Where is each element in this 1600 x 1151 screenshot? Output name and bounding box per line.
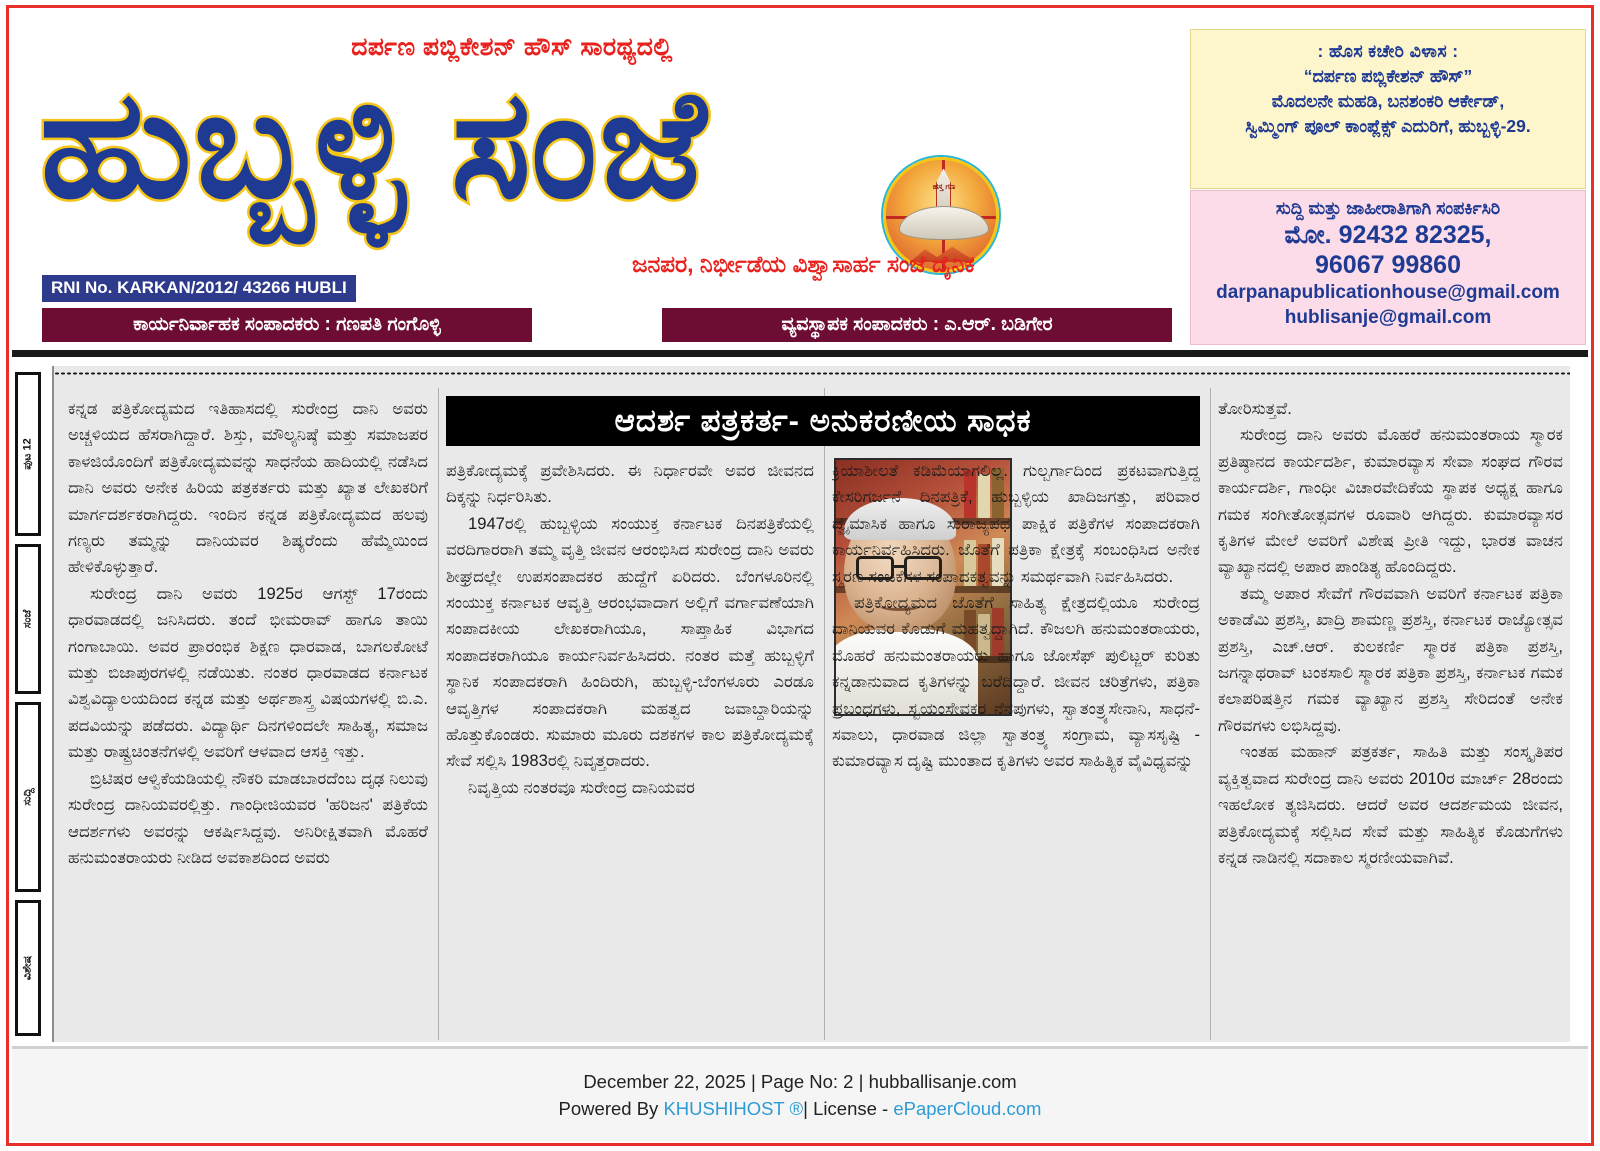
masthead-logo-word2: ಸಂಜೆ [451, 60, 709, 228]
contact-email-1[interactable]: darpanapublicationhouse@gmail.com [1216, 282, 1560, 303]
contact-box [1190, 190, 1586, 345]
page-edge-sliver [13, 368, 47, 1040]
masthead [12, 11, 1588, 346]
footer-khushihost-link[interactable]: KHUSHIHOST ® [663, 1098, 804, 1119]
edge-sliver-label-1: ಪುಟ 12 [21, 438, 34, 470]
article-column-2 [446, 458, 814, 1098]
executive-editor-bar: ಕಾರ್ಯನಿರ್ವಾಹಕ ಸಂಪಾದಕರು : ಗಣಪತಿ ಗಂಗೊಳ್ಳಿ [42, 308, 532, 342]
footer-separator-2: | [858, 1071, 864, 1092]
contact-email-2[interactable]: hublisanje@gmail.com [1284, 307, 1492, 328]
paragraph: ತಮ್ಮ ಅಪಾರ ಸೇವೆಗೆ ಗೌರವವಾಗಿ ಅವರಿಗೆ ಕರ್ನಾಟಕ ಪತ್ರಿಕಾ ಅಕಾಡೆಮಿ ಪ್ರಶಸ್ತಿ, ಖಾದ್ರಿ ಶಾಮಣ್ಣ ಪ್ರಶಸ್ತಿ, ಕರ್ನಾಟಕ ರಾಜ್ಯೋತ್ಸವ ಪ್ರಶಸ್ತಿ, ಎಚ್.ಆರ್. ಕುಲಕರ್ಣಿ ಸ್ಮಾರಕ ಪತ್ರಿಕಾ ಪ್ರಶಸ್ತಿ, ಜಗನ್ನಾಥರಾವ್ ಟಂಕಸಾಲಿ ಸ್ಮಾರಕ ಪತ್ರಿಕಾ ಪ್ರಶಸ್ತಿ, ಕರ್ನಾಟಕ ಗಮಕ ಕಲಾಪರಿಷತ್ತಿನ ಗಮಕ ವ್ಯಾಖ್ಯಾನ ಪ್ರಶಸ್ತಿ ಸೇರಿದಂತೆ ಅನೇಕ ಗೌರವಗಳು ಲಭಿಸಿದ್ದವು. [1218, 583, 1563, 735]
paragraph: ತೋರಿಸುತ್ತವೆ. [1218, 399, 1292, 418]
address-line-3: ಮೊದಲನೇ ಮಹಡಿ, ಬನಶಂಕರಿ ಆರ್ಕೇಡ್, [1271, 91, 1505, 111]
paragraph: ಬ್ರಿಟಿಷರ ಆಳ್ವಿಕೆಯಡಿಯಲ್ಲಿ ನೌಕರಿ ಮಾಡಬಾರದೆಂಬ ದೃಢ ನಿಲುವು ಸುರೇಂದ್ರ ದಾನಿಯವರಲ್ಲಿತ್ತು. ಗಾಂಧೀಜಿಯವರ 'ಹರಿಜನ' ಪತ್ರಿಕೆಯ ಆದರ್ಶಗಳು ಅವರನ್ನು ಆಕರ್ಷಿಸಿದ್ದವು. ಅನಿರೀಕ್ಷಿತವಾಗಿ ಮೊಹರೆ ಹನುಮಂತರಾಯರು ನೀಡಿದ ಅವಕಾಶದಿಂದ ಅವರು [68, 768, 428, 867]
edge-sliver-block-3 [15, 702, 41, 892]
paragraph: ಸುರೇಂದ್ರ ದಾನಿ ಅವರು 1925ರ ಆಗಸ್ಟ್ 17ರಂದು ಧಾರವಾಡದಲ್ಲಿ ಜನಿಸಿದರು. ತಂದೆ ಭೀಮರಾವ್ ಹಾಗೂ ತಾಯಿ ಗಂಗಾಬಾಯಿ. ಅವರ ಪ್ರಾರಂಭಿಕ ಶಿಕ್ಷಣ ಧಾರವಾಡ, ಬಾಗಲಕೋಟೆ ಮತ್ತು ಬಿಜಾಪುರಗಳಲ್ಲಿ ನಡೆಯಿತು. ನಂತರ ಧಾರವಾಡದ ಕರ್ನಾಟಕ ವಿಶ್ವವಿದ್ಯಾಲಯದಿಂದ ಕನ್ನಡ ಮತ್ತು ಅರ್ಥಶಾಸ್ತ್ರ ವಿಷಯಗಳಲ್ಲಿ ಬಿ.ಎ. ಪದವಿಯನ್ನು ಪಡೆದರು. ವಿದ್ಯಾರ್ಥಿ ದಿನಗಳಿಂದಲೇ ಸಾಹಿತ್ಯ, ಸಮಾಜ ಮತ್ತು ರಾಷ್ಟ್ರಚಿಂತನೆಗಳಲ್ಲಿ ಅವರಿಗೆ ಆಳವಾದ ಆಸಕ್ತಿ ಇತ್ತು. [68, 583, 428, 762]
address-line-4: ಸ್ವಿಮ್ಮಿಂಗ್ ಪೂಲ್ ಕಾಂಪ್ಲೆಕ್ಸ್ ಎದುರಿಗೆ, ಹುಬ್ಬಳ್ಳಿ-29. [1245, 116, 1531, 136]
office-address-box [1190, 29, 1586, 189]
edge-sliver-label-2: ಸಂಜೆ [21, 609, 34, 629]
article-column-1 [68, 396, 428, 1036]
paragraph: ಪತ್ರಿಕೋದ್ಯಮದ ಜೊತೆಗೆ ಸಾಹಿತ್ಯ ಕ್ಷೇತ್ರದಲ್ಲಿಯೂ ಸುರೇಂದ್ರ ದಾನಿಯವರ ಕೊಡುಗೆ ಮಹತ್ವದ್ದಾಗಿದೆ. ಕೌಜಲಗಿ ಹನುಮಂತರಾಯರು, ಮೊಹರೆ ಹನುಮಂತರಾಯರು ಹಾಗೂ ಜೋಸೆಫ್ ಪುಲಿಟ್ಜರ್ ಕುರಿತು ಕನ್ನಡಾನುವಾದ ಕೃತಿಗಳನ್ನು ಬರೆದಿದ್ದಾರೆ. ಜೀವನ ಚರಿತ್ರೆಗಳು, ಪತ್ರಿಕಾ ಪ್ರಬಂಧಗಳು, ಸ್ವಯಂಸೇವಕರ ನೆನಪುಗಳು, ಸ್ವಾತಂತ್ರ್ಯಸೇನಾನಿ, ಸಾಧನೆ-ಸವಾಲು, ಧಾರವಾಡ ಜಿಲ್ಲಾ ಸ್ವಾತಂತ್ರ್ಯ ಸಂಗ್ರಾಮ, ವ್ಯಾಸಸೃಷ್ಟಿ - ಕುಮಾರವ್ಯಾಸ ದೃಷ್ಟಿ ಮುಂತಾದ ಕೃತಿಗಳು ಅವರ ಸಾಹಿತ್ಯಿಕ ವೈವಿಧ್ಯವನ್ನು [832, 593, 1200, 771]
article-column-4 [1218, 396, 1563, 1036]
emblem-wings-icon [899, 206, 989, 240]
managing-editor-bar: ವ್ಯವಸ್ಥಾಪಕ ಸಂಪಾದಕರು : ಎ.ಆರ್. ಬಡಿಗೇರ [662, 308, 1172, 342]
footer-license-label: License - [813, 1098, 889, 1119]
article-headline: ಆದರ್ಶ ಪತ್ರಕರ್ತ- ಅನುಕರಣೀಯ ಸಾಧಕ [446, 396, 1200, 446]
masthead-logo [40, 59, 1170, 259]
contact-phone-1[interactable]: ಮೋ. 92432 82325, [1284, 221, 1492, 249]
column-rule-2 [824, 388, 825, 1040]
column-rule-1 [438, 388, 439, 1040]
paragraph: 1947ರಲ್ಲಿ ಹುಬ್ಬಳ್ಳಿಯ ಸಂಯುಕ್ತ ಕರ್ನಾಟಕ ದಿನಪತ್ರಿಕೆಯಲ್ಲಿ ವರದಿಗಾರರಾಗಿ ತಮ್ಮ ವೃತ್ತಿ ಜೀವನ ಆರಂಭಿಸಿದ ಸುರೇಂದ್ರ ದಾನಿ ಅವರು ಶೀಘ್ರದಲ್ಲೇ ಉಪಸಂಪಾದಕರ ಹುದ್ದೆಗೆ ಏರಿದರು. ಬೆಂಗಳೂರಿನಲ್ಲಿ ಸಂಯುಕ್ತ ಕರ್ನಾಟಕ ಆವೃತ್ತಿ ಆರಂಭವಾದಾಗ ಅಲ್ಲಿಗೆ ವರ್ಗಾವಣೆಯಾಗಿ ಸಂಪಾದಕೀಯ ಲೇಖಕರಾಗಿಯೂ, ಸಾಪ್ತಾಹಿಕ ವಿಭಾಗದ ಸಂಪಾದಕರಾಗಿಯೂ ಕಾರ್ಯನಿರ್ವಹಿಸಿದರು. ನಂತರ ಮತ್ತೆ ಹುಬ್ಬಳ್ಳಿಗೆ ಸ್ಥಾನಿಕ ಸಂಪಾದಕರಾಗಿ ಹಿಂದಿರುಗಿ, ಹುಬ್ಬಳ್ಳಿ-ಬೆಂಗಳೂರು ಎರಡೂ ಆವೃತ್ತಿಗಳ ಸಂಪಾದಕರಾಗಿ ಮಹತ್ವದ ಜವಾಬ್ದಾರಿಯನ್ನು ಹೊತ್ತುಕೊಂಡರು. ಸುಮಾರು ಮೂರು ದಶಕಗಳ ಕಾಲ ಪತ್ರಿಕೋದ್ಯಮಕ್ಕೆ ಸೇವೆ ಸಲ್ಲಿಸಿ 1983ರಲ್ಲಿ ನಿವೃತ್ತರಾದರು. [446, 513, 814, 771]
contact-heading: ಸುದ್ದಿ ಮತ್ತು ಜಾಹೀರಾತಿಗಾಗಿ ಸಂಪರ್ಕಿಸಿರಿ [1275, 198, 1501, 218]
article-body [52, 366, 1570, 1042]
edge-sliver-label-3: ಸುದ್ದಿ [21, 788, 34, 806]
footer-site[interactable]: hubballisanje.com [868, 1071, 1017, 1092]
footer-epapercloud-link[interactable]: ePaperCloud.com [893, 1098, 1042, 1119]
edge-sliver-block-2 [15, 544, 41, 694]
paragraph: ಸುರೇಂದ್ರ ದಾನಿ ಅವರು ಮೊಹರೆ ಹನುಮಂತರಾಯ ಸ್ಮಾರಕ ಪ್ರತಿಷ್ಠಾನದ ಕಾರ್ಯದರ್ಶಿ, ಕುಮಾರವ್ಯಾಸ ಸೇವಾ ಸಂಘದ ಗೌರವ ಕಾರ್ಯದರ್ಶಿ, ಗಾಂಧೀ ವಿಚಾರವೇದಿಕೆಯ ಸ್ಥಾಪಕ ಅಧ್ಯಕ್ಷ ಹಾಗೂ ಗಮಕ ಸಂಗೀತೋತ್ಸವಗಳ ರೂವಾರಿ ಆಗಿದ್ದರು. ಕುಮಾರವ್ಯಾಸರ ಕೃತಿಗಳ ಮೇಲೆ ಅವರಿಗೆ ವಿಶೇಷ ಪ್ರೀತಿ ಇದ್ದು, ಭಾರತ ವಾಚನ ವ್ಯಾಖ್ಯಾನದಲ್ಲಿ ಅಪಾರ ಪಾಂಡಿತ್ಯ ಹೊಂದಿದ್ದರು. [1218, 425, 1563, 577]
emblem-caption: ಹಸ್ತ ಗಣ [932, 182, 956, 191]
article-column-3 [832, 458, 1200, 1098]
edge-sliver-block-4 [15, 900, 41, 1036]
address-line-2: “ದರ್ಪಣ ಪಬ್ಲಿಕೇಶನ್ ಹೌಸ್” [1303, 66, 1473, 86]
paragraph: ಪತ್ರಿಕೋದ್ಯಮಕ್ಕೆ ಪ್ರವೇಶಿಸಿದರು. ಈ ನಿರ್ಧಾರವೇ ಅವರ ಜೀವನದ ದಿಕ್ಕನ್ನು ನಿರ್ಧರಿಸಿತು. [446, 461, 814, 507]
masthead-logo-word1: ಹುಬ್ಬಳ್ಳಿ [40, 60, 408, 228]
address-line-1: : ಹೊಸ ಕಚೇರಿ ವಿಳಾಸ : [1317, 41, 1459, 61]
masthead-kicker: ದರ್ಪಣ ಪಬ್ಲಿಕೇಶನ್ ಹೌಸ್ ಸಾರಥ್ಯದಲ್ಲಿ [351, 33, 673, 61]
paragraph: ಇಂತಹ ಮಹಾನ್ ಪತ್ರಕರ್ತ, ಸಾಹಿತಿ ಮತ್ತು ಸಂಸ್ಕೃತಿಪರ ವ್ಯಕ್ತಿತ್ವವಾದ ಸುರೇಂದ್ರ ದಾನಿ ಅವರು 2010ರ ಮಾರ್ಚ್ 28ರಂದು ಇಹಲೋಕ ತ್ಯಜಿಸಿದರು. ಆದರೆ ಅವರ ಆದರ್ಶಮಯ ಜೀವನ, ಪತ್ರಿಕೋದ್ಯಮಕ್ಕೆ ಸಲ್ಲಿಸಿದ ಸೇವೆ ಮತ್ತು ಸಾಹಿತ್ಯಿಕ ಕೊಡುಗೆಗಳು ಕನ್ನಡ ನಾಡಿನಲ್ಲಿ ಸದಾಕಾಲ ಸ್ಮರಣೀಯವಾಗಿವೆ. [1218, 742, 1563, 867]
page-footer [12, 1049, 1588, 1141]
rni-badge: RNI No. KARKAN/2012/ 43266 HUBLI [42, 275, 356, 302]
masthead-logo-text [40, 59, 708, 229]
masthead-tagline: ಜನಪರ, ನಿರ್ಭೀಡೆಯ ವಿಶ್ವಾಸಾರ್ಹ ಸಂಜೆ ದೈನಿಕ [632, 251, 975, 277]
footer-date: December 22, 2025 [583, 1071, 746, 1092]
edge-sliver-block-1 [15, 372, 41, 536]
paragraph: ಕನ್ನಡ ಪತ್ರಿಕೋದ್ಯಮದ ಇತಿಹಾಸದಲ್ಲಿ ಸುರೇಂದ್ರ ದಾನಿ ಅವರು ಅಚ್ಚಳಿಯದ ಹೆಸರಾಗಿದ್ದಾರೆ. ಶಿಸ್ತು, ಮೌಲ್ಯನಿಷ್ಠೆ ಮತ್ತು ಸಮಾಜಪರ ಕಾಳಜಿಯೊಂದಿಗೆ ಪತ್ರಿಕೋದ್ಯಮವನ್ನು ಸಾಧನೆಯ ಹಾದಿಯಲ್ಲಿ ನಡೆಸಿದ ದಾನಿ ಅವರು ಅನೇಕ ಹಿರಿಯ ಪತ್ರಕರ್ತರು ಮತ್ತು ಖ್ಯಾತ ಲೇಖಕರಿಗೆ ಮಾರ್ಗದರ್ಶಕರಾಗಿದ್ದರು. ಇಂದಿನ ಕನ್ನಡ ಪತ್ರಿಕೋದ್ಯಮದ ಹಲವು ಗಣ್ಯರು ತಮ್ಮನ್ನು ದಾನಿಯವರ ಶಿಷ್ಯರೆಂದು ಹೆಮ್ಮೆಯಿಂದ ಹೇಳಿಕೊಳ್ಳುತ್ತಾರೆ. [68, 399, 428, 577]
paragraph: ಕ್ರಿಯಾಶೀಲತೆ ಕಡಿಮೆಯಾಗಲಿಲ್ಲ. ಗುಲ್ಬರ್ಗಾದಿಂದ ಪ್ರಕಟವಾಗುತ್ತಿದ್ದ ಕೇಸರಿಗರ್ಜನೆ ದಿನಪತ್ರಿಕೆ, ಹುಬ್ಬಳ್ಳಿಯ ಖಾದಿಜಗತ್ತು, ಪರಿವಾರ ದ್ವೈಮಾಸಿಕ ಹಾಗೂ ಸುರಾಜ್ಯಪಥ ಪಾಕ್ಷಿಕ ಪತ್ರಿಕೆಗಳ ಸಂಪಾದಕರಾಗಿ ಕಾರ್ಯನಿರ್ವಹಿಸಿದರು. ಜೊತೆಗೆ ಪತ್ರಿಕಾ ಕ್ಷೇತ್ರಕ್ಕೆ ಸಂಬಂಧಿಸಿದ ಅನೇಕ ಸ್ಮರಣ ಸಂಚಿಕೆಗಳ ಸಂಪಾದಕತ್ವವನ್ನು ಸಮರ್ಥವಾಗಿ ನಿರ್ವಹಿಸಿದರು. [832, 461, 1200, 586]
column-rule-3 [1210, 388, 1211, 1040]
edge-sliver-label-4: ವಿಶೇಷ [21, 955, 34, 981]
paragraph: ನಿವೃತ್ತಿಯ ನಂತರವೂ ಸುರೇಂದ್ರ ದಾನಿಯವರ [468, 777, 695, 797]
masthead-divider [12, 350, 1588, 357]
footer-powered-label: Powered By [558, 1098, 659, 1119]
footer-separator-3: | [803, 1098, 808, 1119]
contact-phone-2[interactable]: 96067 99860 [1315, 251, 1461, 279]
dotted-divider [54, 372, 1570, 375]
footer-powered-line [12, 1095, 1588, 1122]
footer-separator-1: | [750, 1071, 756, 1092]
footer-meta-line [12, 1068, 1588, 1095]
footer-page-number: Page No: 2 [760, 1071, 854, 1092]
